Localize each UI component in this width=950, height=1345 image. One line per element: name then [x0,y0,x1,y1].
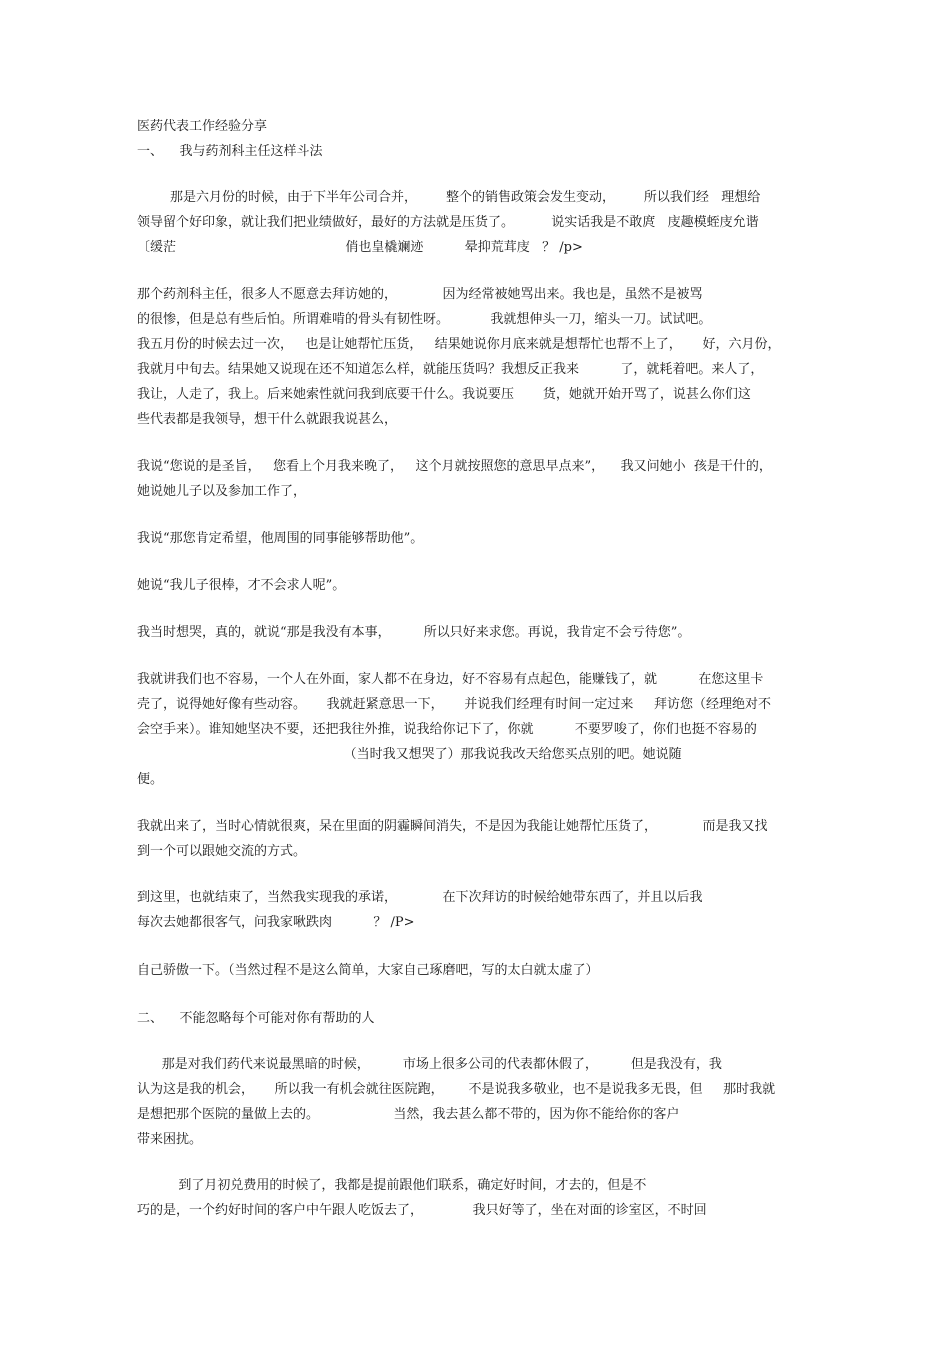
text-line: 她说“我儿子很棒，才不会求人呢”。 [137,578,346,593]
text-line: 我说“那您肯定希望，他周围的同事能够帮助他”。 [137,531,424,546]
text-line: 便。 [137,772,164,787]
text-line: 些代表都是我领导，想干什么就跟我说甚么， [137,412,398,427]
text-line: 我五月份的时候去过一次， 也是让她帮忙压货， 结果她说你月底来就是想帮忙也帮不上了， 好，六月份， [137,337,781,352]
text-line: 她说她儿子以及参加工作了， [137,484,307,499]
text-line: 认为这是我的机会， 所以我一有机会就往医院跑， 不是说我多敬业，也不是说我多无畏，但 那时我就 [137,1082,776,1097]
text-line: （当时我又想哭了）那我说我改天给您买点别的吧。她说随 [137,747,682,762]
text-line: 带来困扰。 [137,1132,203,1147]
text-line: 那个药剂科主任，很多人不愿意去拜访她的， 因为经常被她骂出来。我也是，虽然不是被骂 [137,287,703,302]
text-line: 壳了，说得她好像有些动容。 我就赶紧意思一下， 并说我们经理有时间一定过来 拜访您（经理绝对不 [137,697,771,712]
text-line: 领导留个好印象，就让我们把业绩做好，最好的方法就是压货了。 说实话我是不敢庹 庋趣模蛭庋允谐 [137,215,759,230]
text-line: 巧的是，一个约好时间的客户中午跟人吃饭去了， 我只好等了，坐在对面的诊室区，不时回 [137,1203,707,1218]
text-line: 是想把那个医院的量做上去的。 当然，我去甚么都不带的，因为你不能给你的客户 [137,1107,680,1122]
text-line: 我就出来了，当时心情就很爽，呆在里面的阴霾瞬间消失，不是因为我能让她帮忙压货了， 而是我又找 [137,819,768,834]
text-line: 到这里，也就结束了，当然我实现我的承诺， 在下次拜访的时候给她带东西了，并且以后我 [137,890,703,905]
text-line: 会空手来）。谁知她坚决不要，还把我往外推，说我给你记下了，你就 不要罗唆了，你们也挺不容易的 [137,722,757,737]
text-line: 自己骄傲一下。（当然过程不是这么简单，大家自己琢磨吧，写的太白就太虚了） [137,963,599,978]
text-line: 那是对我们药代来说最黑暗的时候， 市场上很多公司的代表都休假了， 但是我没有，我 [137,1057,722,1072]
document-title: 医药代表工作经验分享 [137,119,268,134]
text-line: 我当时想哭，真的，就说“那是我没有本事， 所以只好来求您。再说，我肯定不会亏待您”。 [137,625,691,640]
text-line: 〔缓茫 俏也皇橇斓迹 晕抑荒茸庋 ？ /p> [137,240,583,255]
text-line: 我就月中旬去。结果她又说现在还不知道怎么样，就能压货吗？我想反正我来 了，就耗着吧。来人了， [137,362,764,377]
text-line: 我让，人走了，我上。后来她索性就问我到底要干什么。我说要压 货，她就开始开骂了，说甚么你们这 [137,387,751,402]
text-line: 到一个可以跟她交流的方式。 [137,844,307,859]
text-line: 的很惨，但是总有些后怕。所谓难啃的骨头有韧性呀。 我就想伸头一刀，缩头一刀。试试吧。 [137,312,712,327]
section-heading: 二、 不能忽略每个可能对你有帮助的人 [137,1011,375,1026]
text-line: 每次去她都很客气，问我家啾跌肉 ？ /P> [137,915,415,930]
text-line: 到了月初兑费用的时候了，我都是提前跟他们联系，确定好时间，才去的，但是不 [137,1178,647,1193]
text-line: 那是六月份的时候，由于下半年公司合并， 整个的销售政策会发生变动， 所以我们经 理想给 [137,190,761,205]
section-heading: 一、 我与药剂科主任这样斗法 [137,144,323,159]
text-line: 我就讲我们也不容易，一个人在外面，家人都不在身边，好不容易有点起色，能赚钱了，就 在您这里卡 [137,672,764,687]
text-line: 我说“您说的是圣旨， 您看上个月我来晚了， 这个月就按照您的意思早点来”， 我又问她小 孩是干什的， [137,459,772,474]
